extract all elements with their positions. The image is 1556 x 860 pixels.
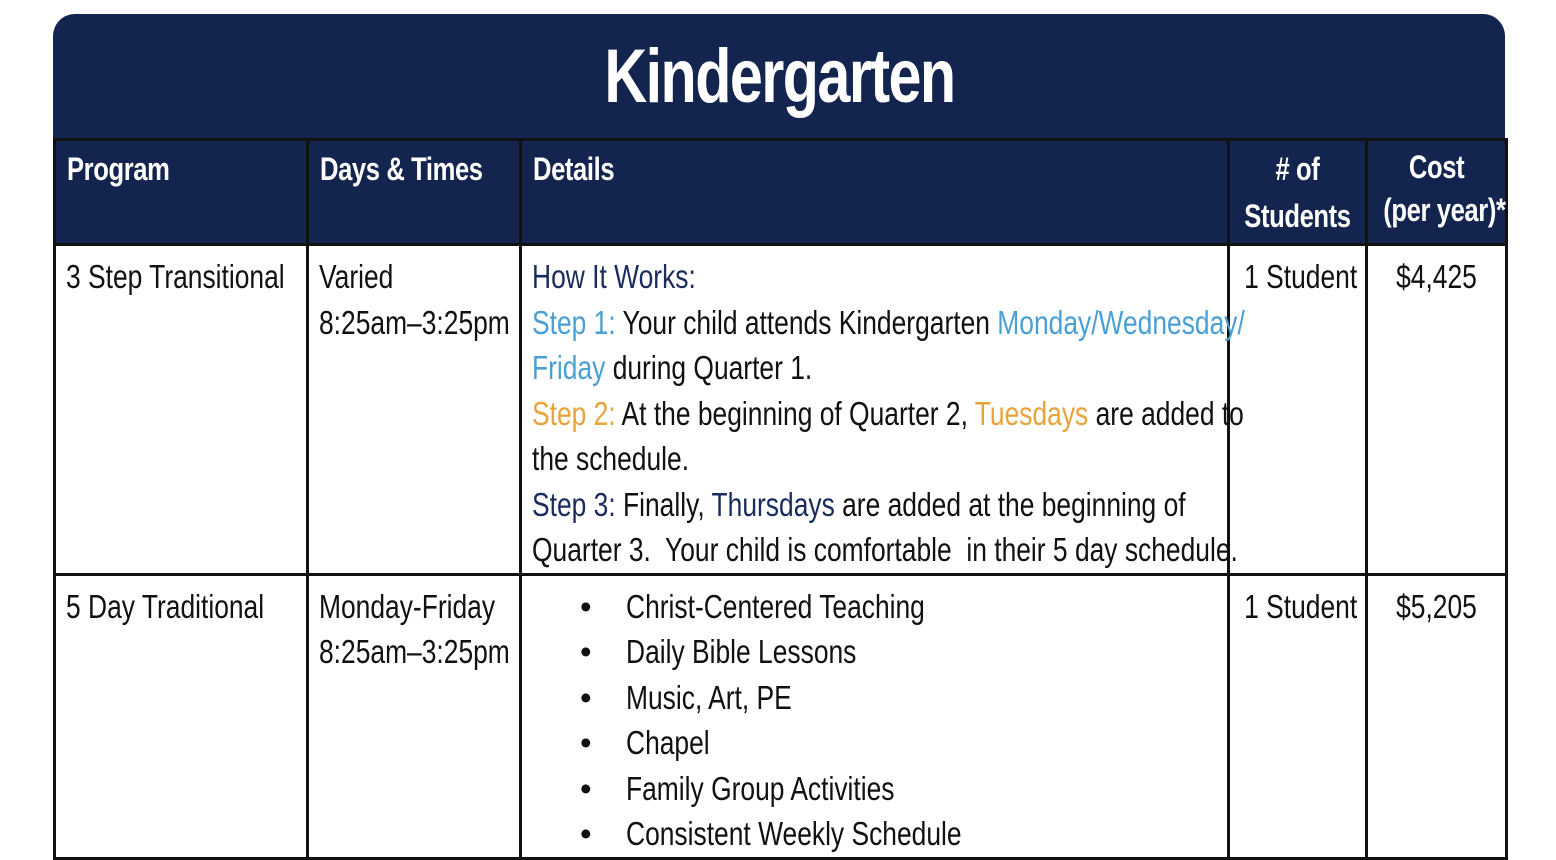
list-item: • Chapel	[580, 724, 710, 761]
pricing-table-card	[53, 14, 1505, 860]
students-cell: 1 Student	[1229, 245, 1367, 575]
program-table	[53, 138, 1508, 860]
step2-label: Step 2:	[532, 394, 616, 432]
page-title: Kindergarten	[603, 33, 955, 119]
step1-label: Step 1:	[532, 303, 616, 341]
step3-label: Step 3:	[532, 485, 616, 523]
list-item: • Christ-Centered Teaching	[580, 587, 925, 625]
cost-cell: $5,205	[1367, 574, 1507, 858]
title-bar	[53, 14, 1505, 138]
header-details: Details	[521, 140, 1229, 245]
how-it-works-steps: How It Works: Step 1: Your child attends Kindergarten Monday/Wednesday/ Friday during Quarter 1. Step 2: At the beginning of Quarter 2, Tuesdays are added to the schedule. Step 3: Finally, Thursdays are added at the beginning of Quarter 3. Your child is comfortable in their 5 day schedule.	[532, 258, 1245, 568]
table-row	[55, 574, 1507, 858]
header-row	[55, 140, 1507, 245]
list-item: • Music, Art, PE	[580, 678, 792, 716]
header-cost: Cost (per year)*	[1367, 140, 1507, 245]
list-item: • Daily Bible Lessons	[580, 633, 857, 670]
cost-cell: $4,425	[1367, 245, 1507, 575]
feature-list	[522, 576, 1227, 857]
header-students: # of Students	[1229, 140, 1367, 245]
program-cell: 3 Step Transitional	[55, 245, 308, 575]
students-cell: 1 Student	[1229, 574, 1367, 858]
list-item: • Family Group Activities	[580, 769, 895, 807]
details-cell	[521, 245, 1245, 575]
program-cell: 5 Day Traditional	[55, 574, 308, 858]
table-row	[55, 245, 1507, 575]
list-item: • Consistent Weekly Schedule	[580, 815, 962, 852]
header-days-times: Days & Times	[308, 140, 521, 245]
details-cell	[521, 574, 1229, 858]
days-times-cell: Varied 8:25am–3:25pm	[308, 245, 521, 575]
header-program: Program	[55, 140, 308, 245]
days-times-cell: Monday-Friday 8:25am–3:25pm	[308, 574, 521, 858]
